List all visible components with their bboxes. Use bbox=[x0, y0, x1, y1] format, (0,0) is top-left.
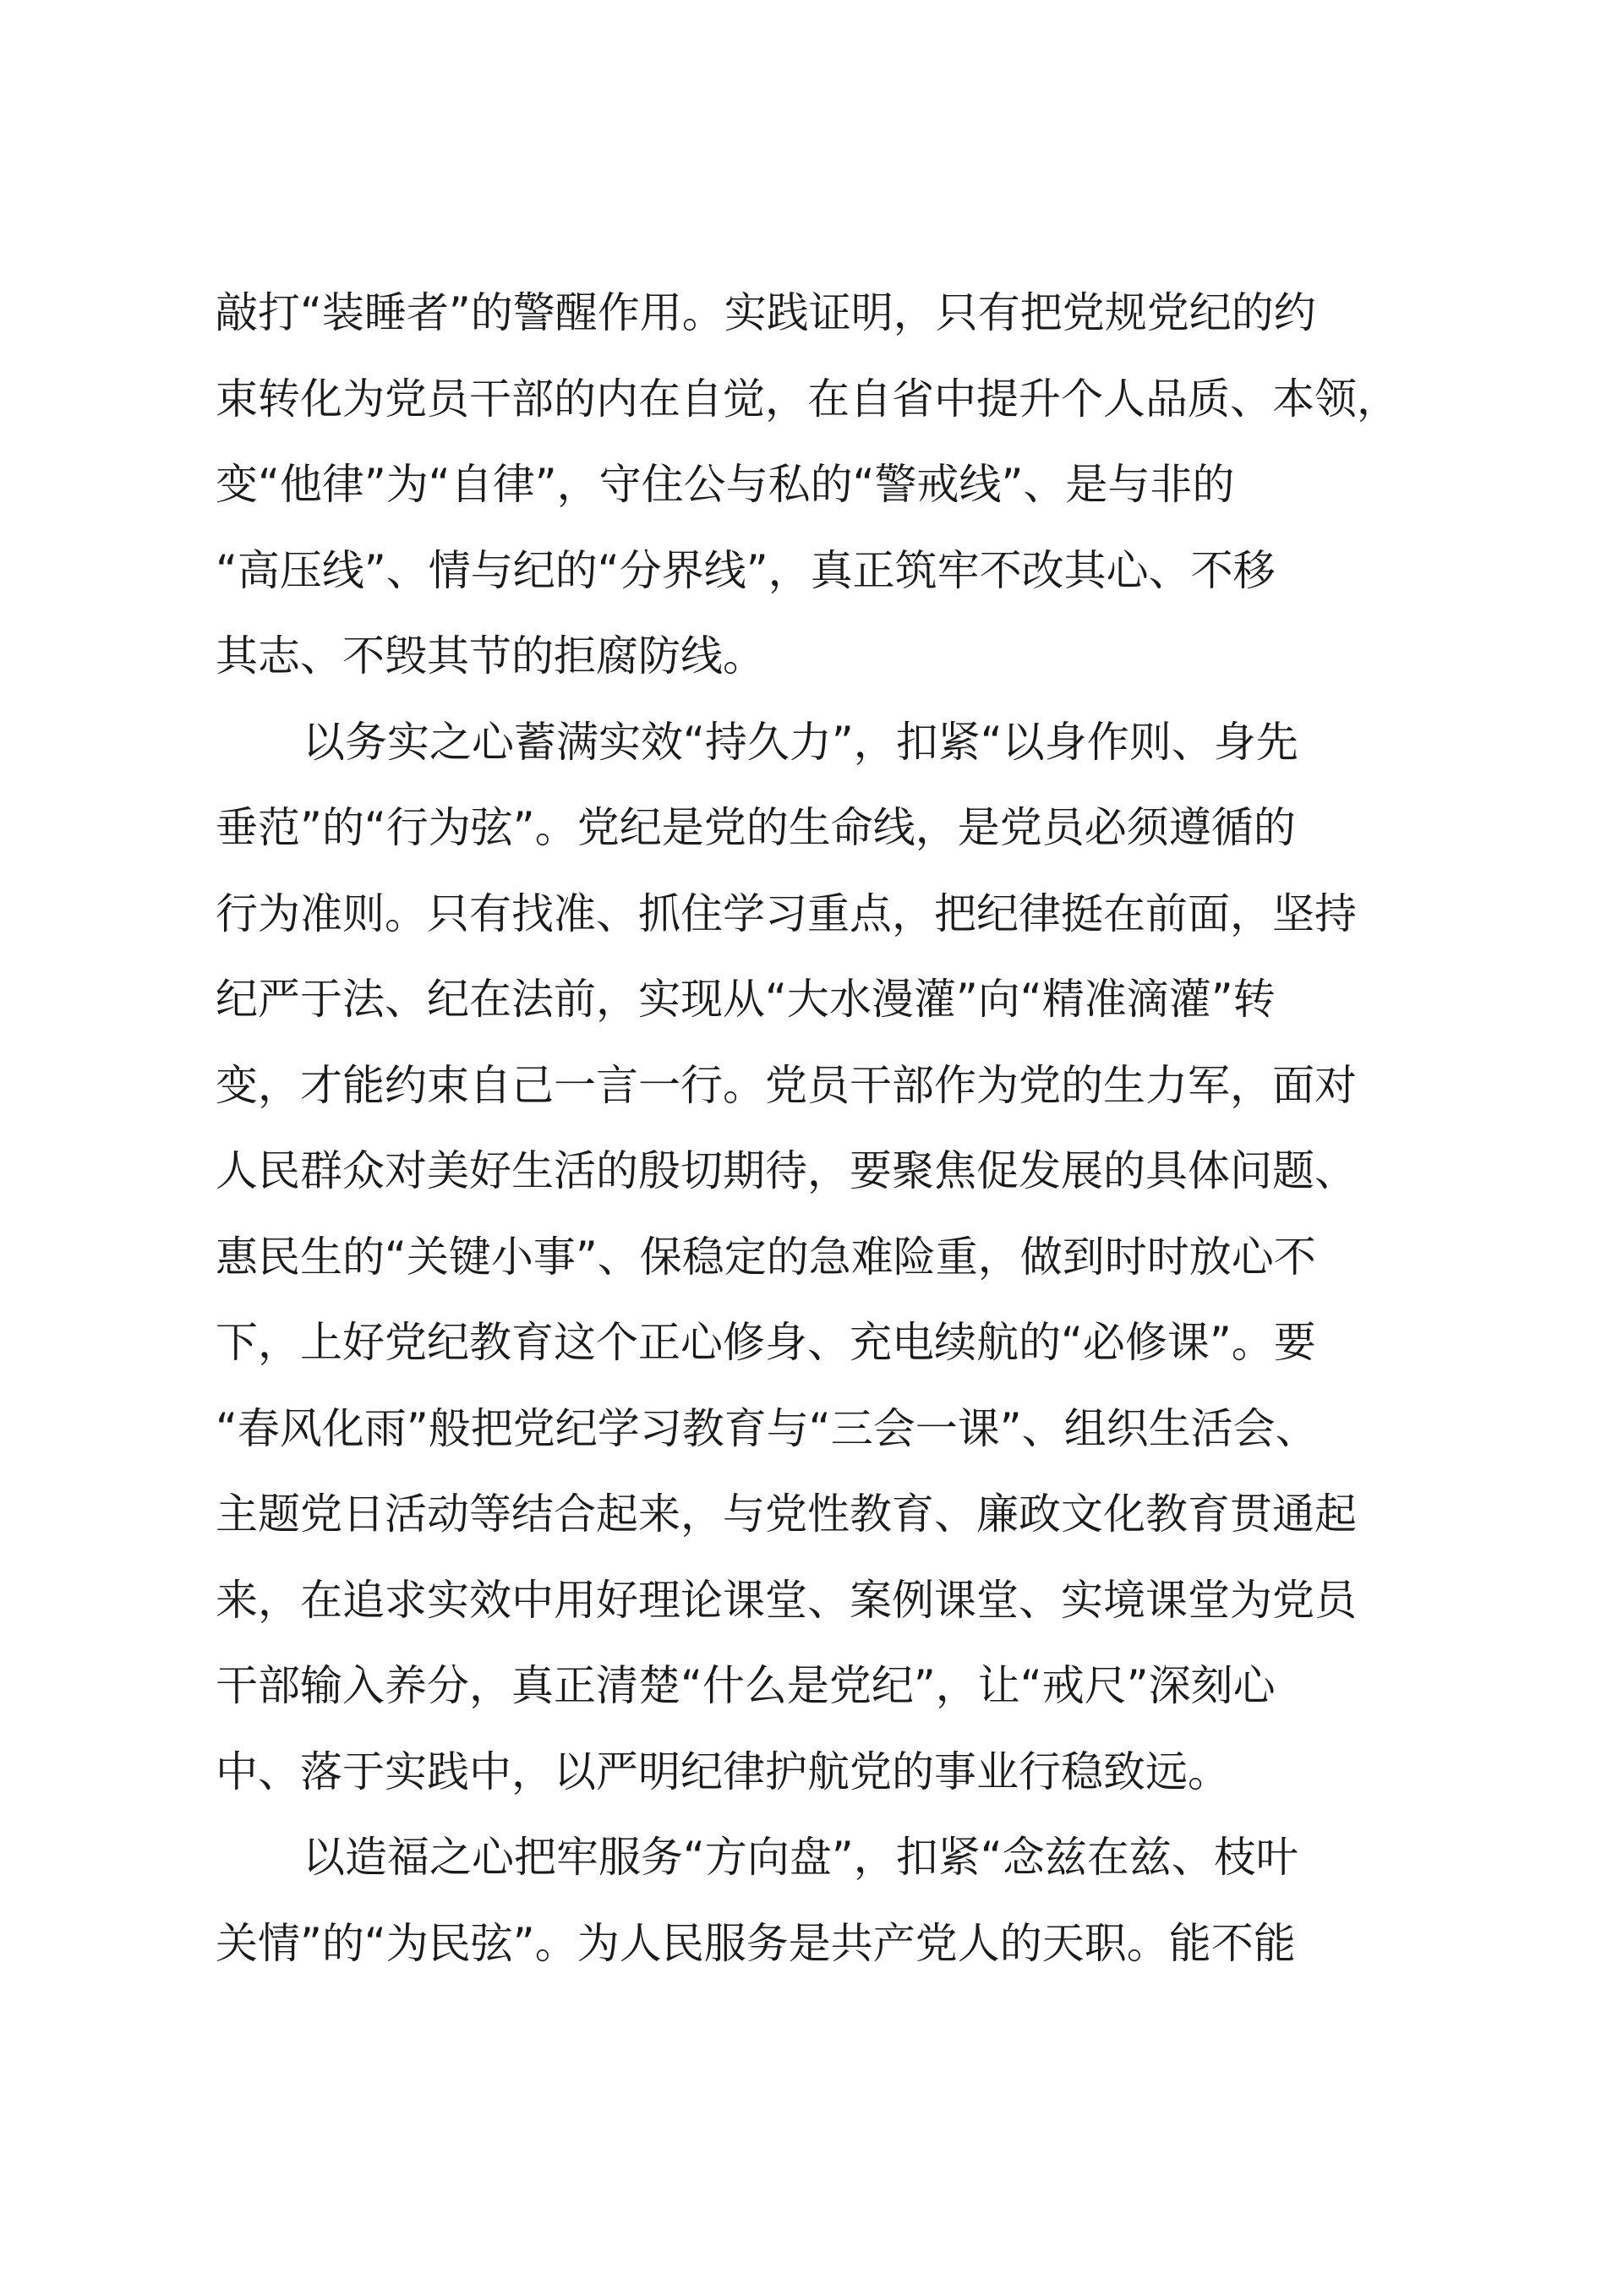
document-body bbox=[216, 271, 1416, 1987]
text-line: “春风化雨”般把党纪学习教育与“三会一课”、组织生活会、 bbox=[216, 1403, 1318, 1453]
text-line: 以造福之心把牢服务“方向盘”，扣紧“念兹在兹、枝叶 bbox=[303, 1833, 1298, 1882]
text-line: 变“他律”为“自律”，守住公与私的“警戒线”、是与非的 bbox=[216, 460, 1235, 509]
paragraph-2 bbox=[216, 700, 1416, 1816]
text-line: 下，上好党纪教育这个正心修身、充电续航的“必修课”。要 bbox=[216, 1318, 1316, 1367]
text-line: 纪严于法、纪在法前，实现从“大水漫灌”向“精准滴灌”转 bbox=[216, 975, 1276, 1024]
text-line: 主题党日活动等结合起来，与党性教育、廉政文化教育贯通起 bbox=[216, 1490, 1357, 1539]
paragraph-3 bbox=[216, 1815, 1416, 1987]
text-line: 束转化为党员干部的内在自觉，在自省中提升个人品质、本领， bbox=[216, 374, 1399, 424]
text-line: “高压线”、情与纪的“分界线”，真正筑牢不改其心、不移 bbox=[216, 545, 1276, 595]
text-line: 以务实之心蓄满实效“持久力”，扣紧“以身作则、身先 bbox=[303, 717, 1298, 767]
text-line: 人民群众对美好生活的殷切期待，要聚焦促发展的具体问题、 bbox=[216, 1146, 1357, 1195]
text-line: 干部输入养分，真正清楚“什么是党纪”，让“戒尺”深刻心 bbox=[216, 1661, 1276, 1710]
text-line: 敲打“装睡者”的警醒作用。实践证明，只有把党规党纪的约 bbox=[216, 288, 1316, 337]
text-line: 行为准则。只有找准、抓住学习重点，把纪律挺在前面，坚持 bbox=[216, 888, 1357, 938]
text-line: 中、落于实践中，以严明纪律护航党的事业行稳致远。 bbox=[216, 1747, 1230, 1796]
text-line: 垂范”的“行为弦”。党纪是党的生命线，是党员必须遵循的 bbox=[216, 803, 1296, 852]
text-line: 变，才能约束自己一言一行。党员干部作为党的生力军，面对 bbox=[216, 1060, 1357, 1110]
text-line: 其志、不毁其节的拒腐防线。 bbox=[216, 631, 765, 681]
paragraph-1 bbox=[216, 271, 1416, 700]
text-line: 惠民生的“关键小事”、保稳定的急难险重，做到时时放心不 bbox=[216, 1232, 1316, 1282]
text-line: 关情”的“为民弦”。为人民服务是共产党人的天职。能不能 bbox=[216, 1918, 1296, 1968]
text-line: 来，在追求实效中用好理论课堂、案例课堂、实境课堂为党员 bbox=[216, 1575, 1357, 1625]
